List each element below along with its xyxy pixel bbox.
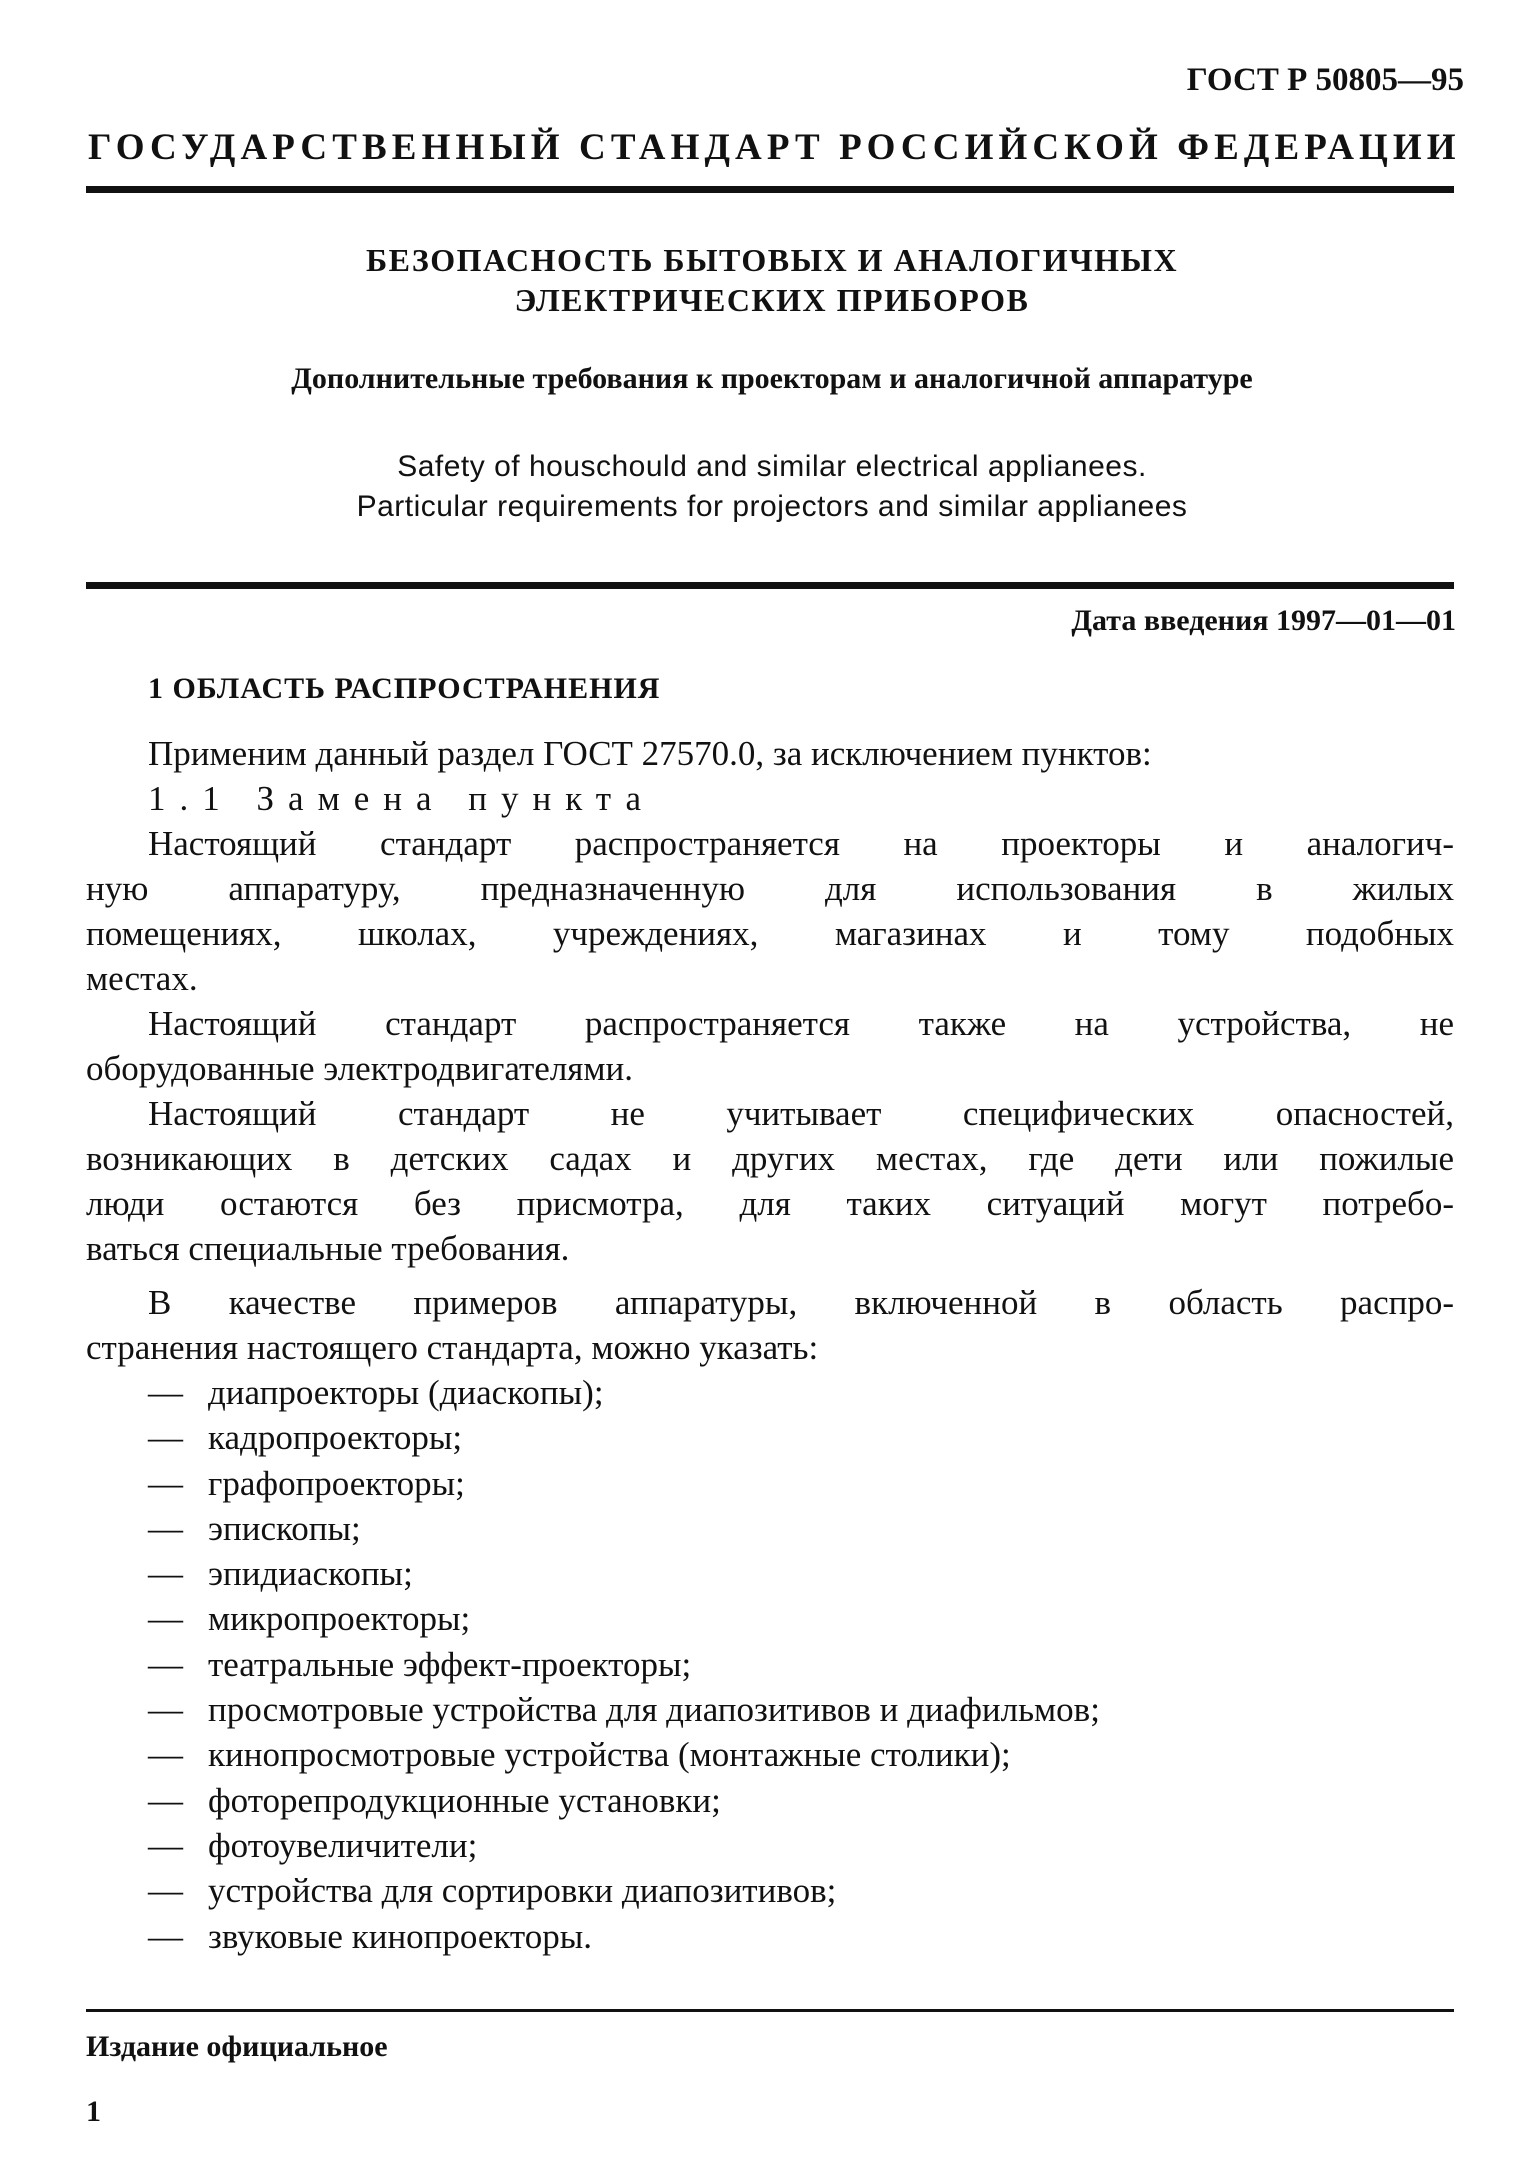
paragraph-2-line-1: Настоящий стандарт распространяется также на устройства, не xyxy=(148,1004,1454,1043)
intro-line: Применим данный раздел ГОСТ 27570.0, за исключением пунктов: xyxy=(148,734,1152,773)
paragraph-1-line-4: местах. xyxy=(86,959,198,998)
page-number: 1 xyxy=(86,2095,101,2128)
list-item: — театральные эффект-проекторы; xyxy=(148,1644,692,1684)
paragraph-4-line-1: В качестве примеров аппаратуры, включенной в область распро- xyxy=(148,1283,1454,1322)
list-item: — кинопросмотровые устройства (монтажные столики); xyxy=(148,1735,1011,1775)
list-item: — эпидиаскопы; xyxy=(148,1554,413,1594)
paragraph-1-line-1: Настоящий стандарт распространяется на проекторы и аналогич- xyxy=(148,824,1454,863)
footer-rule xyxy=(86,2009,1454,2012)
introduction-date: Дата введения 1997—01—01 xyxy=(1071,604,1456,637)
list-item: — эпископы; xyxy=(148,1508,361,1548)
paragraph-3-line-3: люди остаются без присмотра, для таких ситуаций могут потребо- xyxy=(86,1184,1454,1223)
list-item: — фоторепродукционные установки; xyxy=(148,1780,721,1820)
document-code: ГОСТ Р 50805—95 xyxy=(1186,62,1464,98)
list-item: — микропроекторы; xyxy=(148,1599,471,1639)
list-item: — просмотровые устройства для диапозитивов и диафильмов; xyxy=(148,1690,1100,1730)
state-standard-heading: ГОСУДАРСТВЕННЫЙ СТАНДАРТ РОССИЙСКОЙ ФЕДЕРАЦИИ xyxy=(88,127,1461,168)
clause-heading: 1.1 Замена пункта xyxy=(148,779,656,818)
list-item: — устройства для сортировки диапозитивов; xyxy=(148,1871,837,1911)
top-rule xyxy=(86,186,1454,193)
middle-rule xyxy=(86,582,1454,589)
paragraph-2-line-2: оборудованные электродвигателями. xyxy=(86,1049,634,1088)
list-item: — кадропроекторы; xyxy=(148,1418,463,1458)
paragraph-3-line-1: Настоящий стандарт не учитывает специфических опасностей, xyxy=(148,1094,1454,1133)
paragraph-4-line-2: странения настоящего стандарта, можно указать: xyxy=(86,1328,819,1367)
paragraph-1-line-2: ную аппаратуру, предназначенную для использования в жилых xyxy=(86,869,1454,908)
english-title-line-1: Safety of houschould and similar electrical applianees. xyxy=(397,450,1147,483)
examples-list xyxy=(148,1370,1100,1959)
list-item: — графопроекторы; xyxy=(148,1463,465,1503)
title-line-1: БЕЗОПАСНОСТЬ БЫТОВЫХ И АНАЛОГИЧНЫХ xyxy=(365,242,1179,278)
edition-label: Издание официальное xyxy=(86,2030,388,2063)
paragraph-1-line-3: помещениях, школах, учреждениях, магазинах и тому подобных xyxy=(86,914,1454,953)
section-heading: 1 ОБЛАСТЬ РАСПРОСТРАНЕНИЯ xyxy=(148,672,661,705)
title-line-2: ЭЛЕКТРИЧЕСКИХ ПРИБОРОВ xyxy=(514,282,1030,318)
subtitle: Дополнительные требования к проекторам и аналогичной аппаратуре xyxy=(291,362,1253,395)
list-item: — диапроекторы (диаскопы); xyxy=(148,1373,604,1412)
list-item: — звуковые кинопроекторы. xyxy=(148,1916,593,1956)
list-item: — фотоувеличители; xyxy=(148,1825,478,1865)
english-title-line-2: Particular requirements for projectors and similar applianees xyxy=(356,490,1188,523)
paragraph-3-line-4: ваться специальные требования. xyxy=(86,1229,570,1268)
paragraph-3-line-2: возникающих в детских садах и других местах, где дети или пожилые xyxy=(86,1139,1454,1178)
